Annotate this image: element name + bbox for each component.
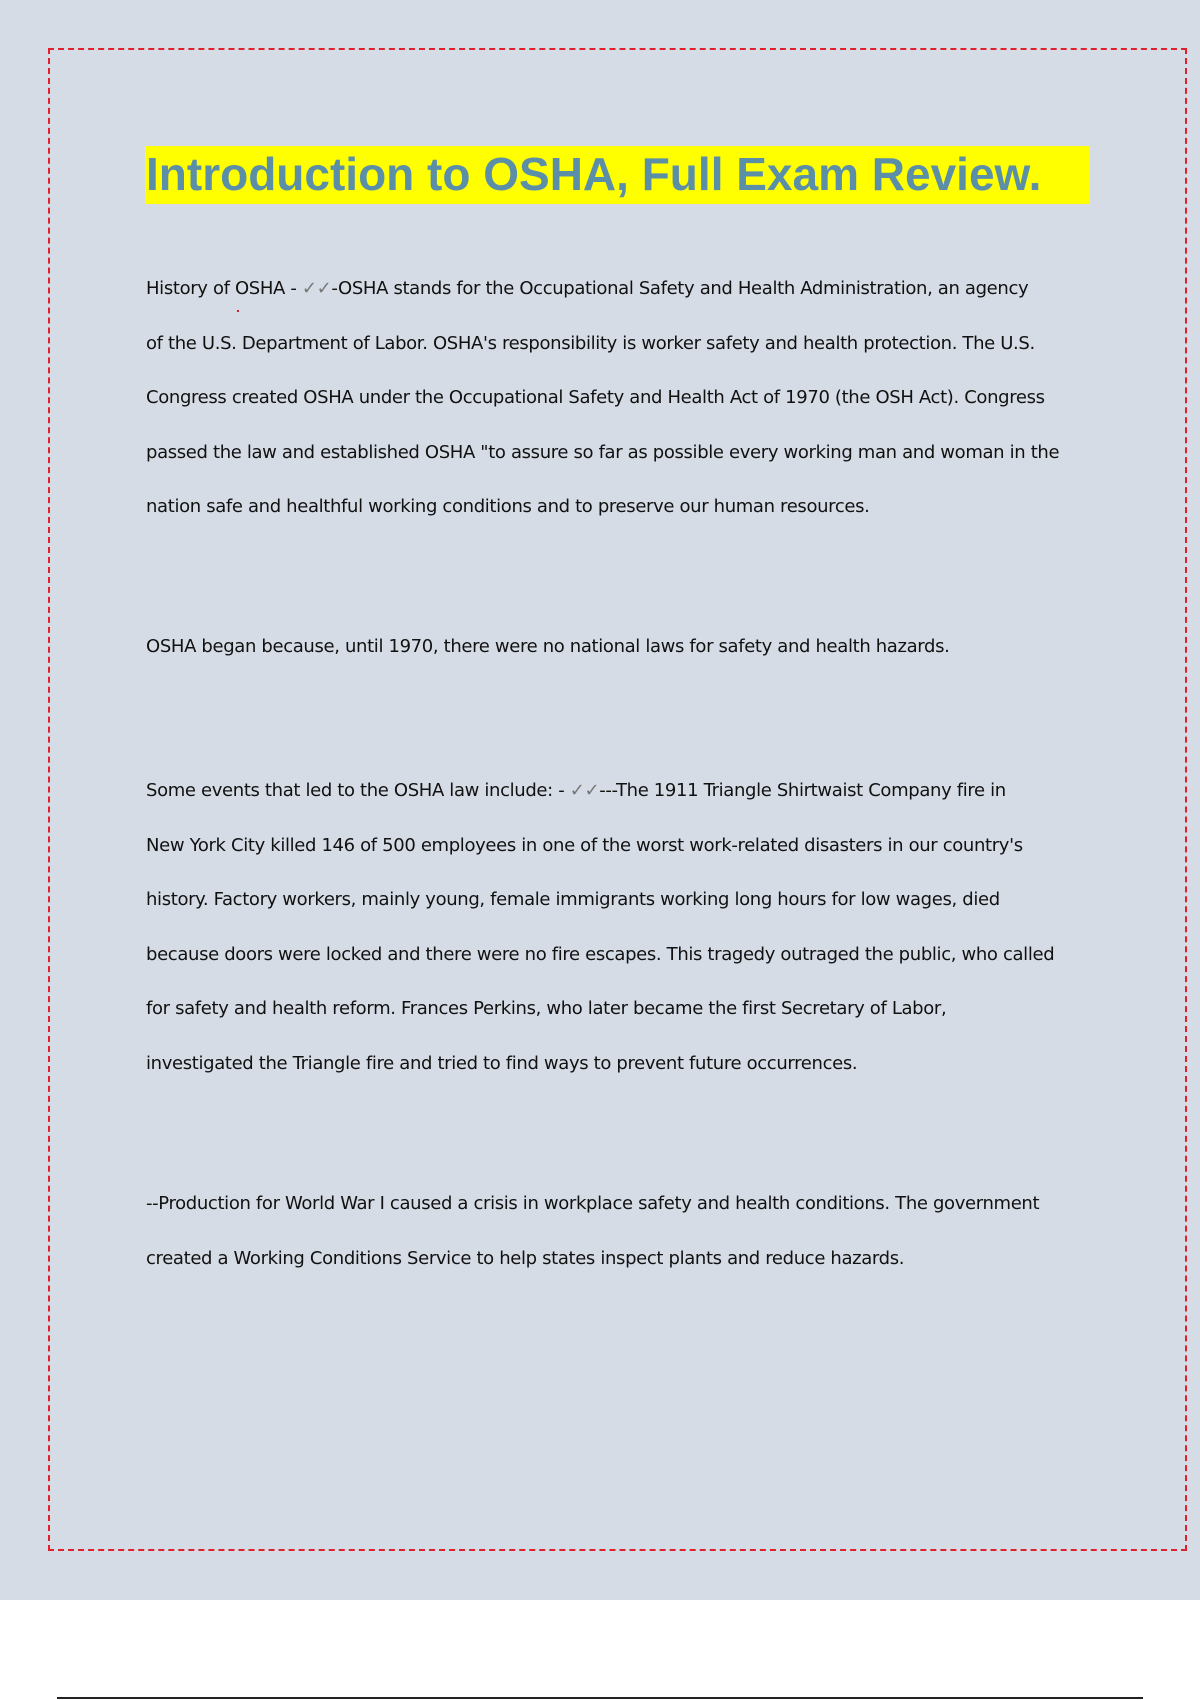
text-line: for safety and health reform. Frances Perkins, who later became the first Secretary of Labor,	[146, 998, 947, 1019]
text-line: New York City killed 146 of 500 employees in one of the worst work-related disasters in our country's	[146, 834, 1023, 856]
text-line: because doors were locked and there were no fire escapes. This tragedy outraged the public, who called	[146, 943, 1055, 965]
footer-rule	[57, 1697, 1143, 1699]
check-marks-icon: ✓✓	[569, 780, 600, 801]
text-line: created a Working Conditions Service to help states inspect plants and reduce hazards.	[146, 1247, 905, 1269]
text-line: Congress created OSHA under the Occupational Safety and Health Act of 1970 (the OSH Act). Congress	[146, 387, 1045, 408]
text-line: of the U.S. Department of Labor. OSHA's responsibility is worker safety and health protection. The U.S.	[146, 332, 1035, 354]
text-line: Some events that led to the OSHA law include: - ✓✓---The 1911 Triangle Shirtwaist Company fire in	[146, 780, 1006, 801]
text-line: passed the law and established OSHA "to assure so far as possible every working man and woman in the	[146, 441, 1060, 463]
text-line: History of OSHA - ✓✓-OSHA stands for the Occupational Safety and Health Administration, an agency	[146, 278, 1029, 299]
document-title: Introduction to OSHA, Full Exam Review.	[146, 148, 1042, 200]
text-line: --Production for World War I caused a crisis in workplace safety and health conditions. The government	[146, 1193, 1040, 1214]
paragraph-world-war	[146, 1177, 1096, 1286]
paragraph-began	[146, 620, 1096, 675]
paragraph-history	[146, 262, 1096, 535]
check-marks-icon: ✓✓	[301, 278, 332, 299]
text-line: history. Factory workers, mainly young, female immigrants working long hours for low wages, died	[146, 889, 1000, 910]
text-line: OSHA began because, until 1970, there were no national laws for safety and health hazards.	[146, 636, 950, 657]
text-line: nation safe and healthful working conditions and to preserve our human resources.	[146, 496, 870, 517]
text-line: investigated the Triangle fire and tried to find ways to prevent future occurrences.	[146, 1052, 858, 1074]
paragraph-events	[146, 764, 1096, 1091]
